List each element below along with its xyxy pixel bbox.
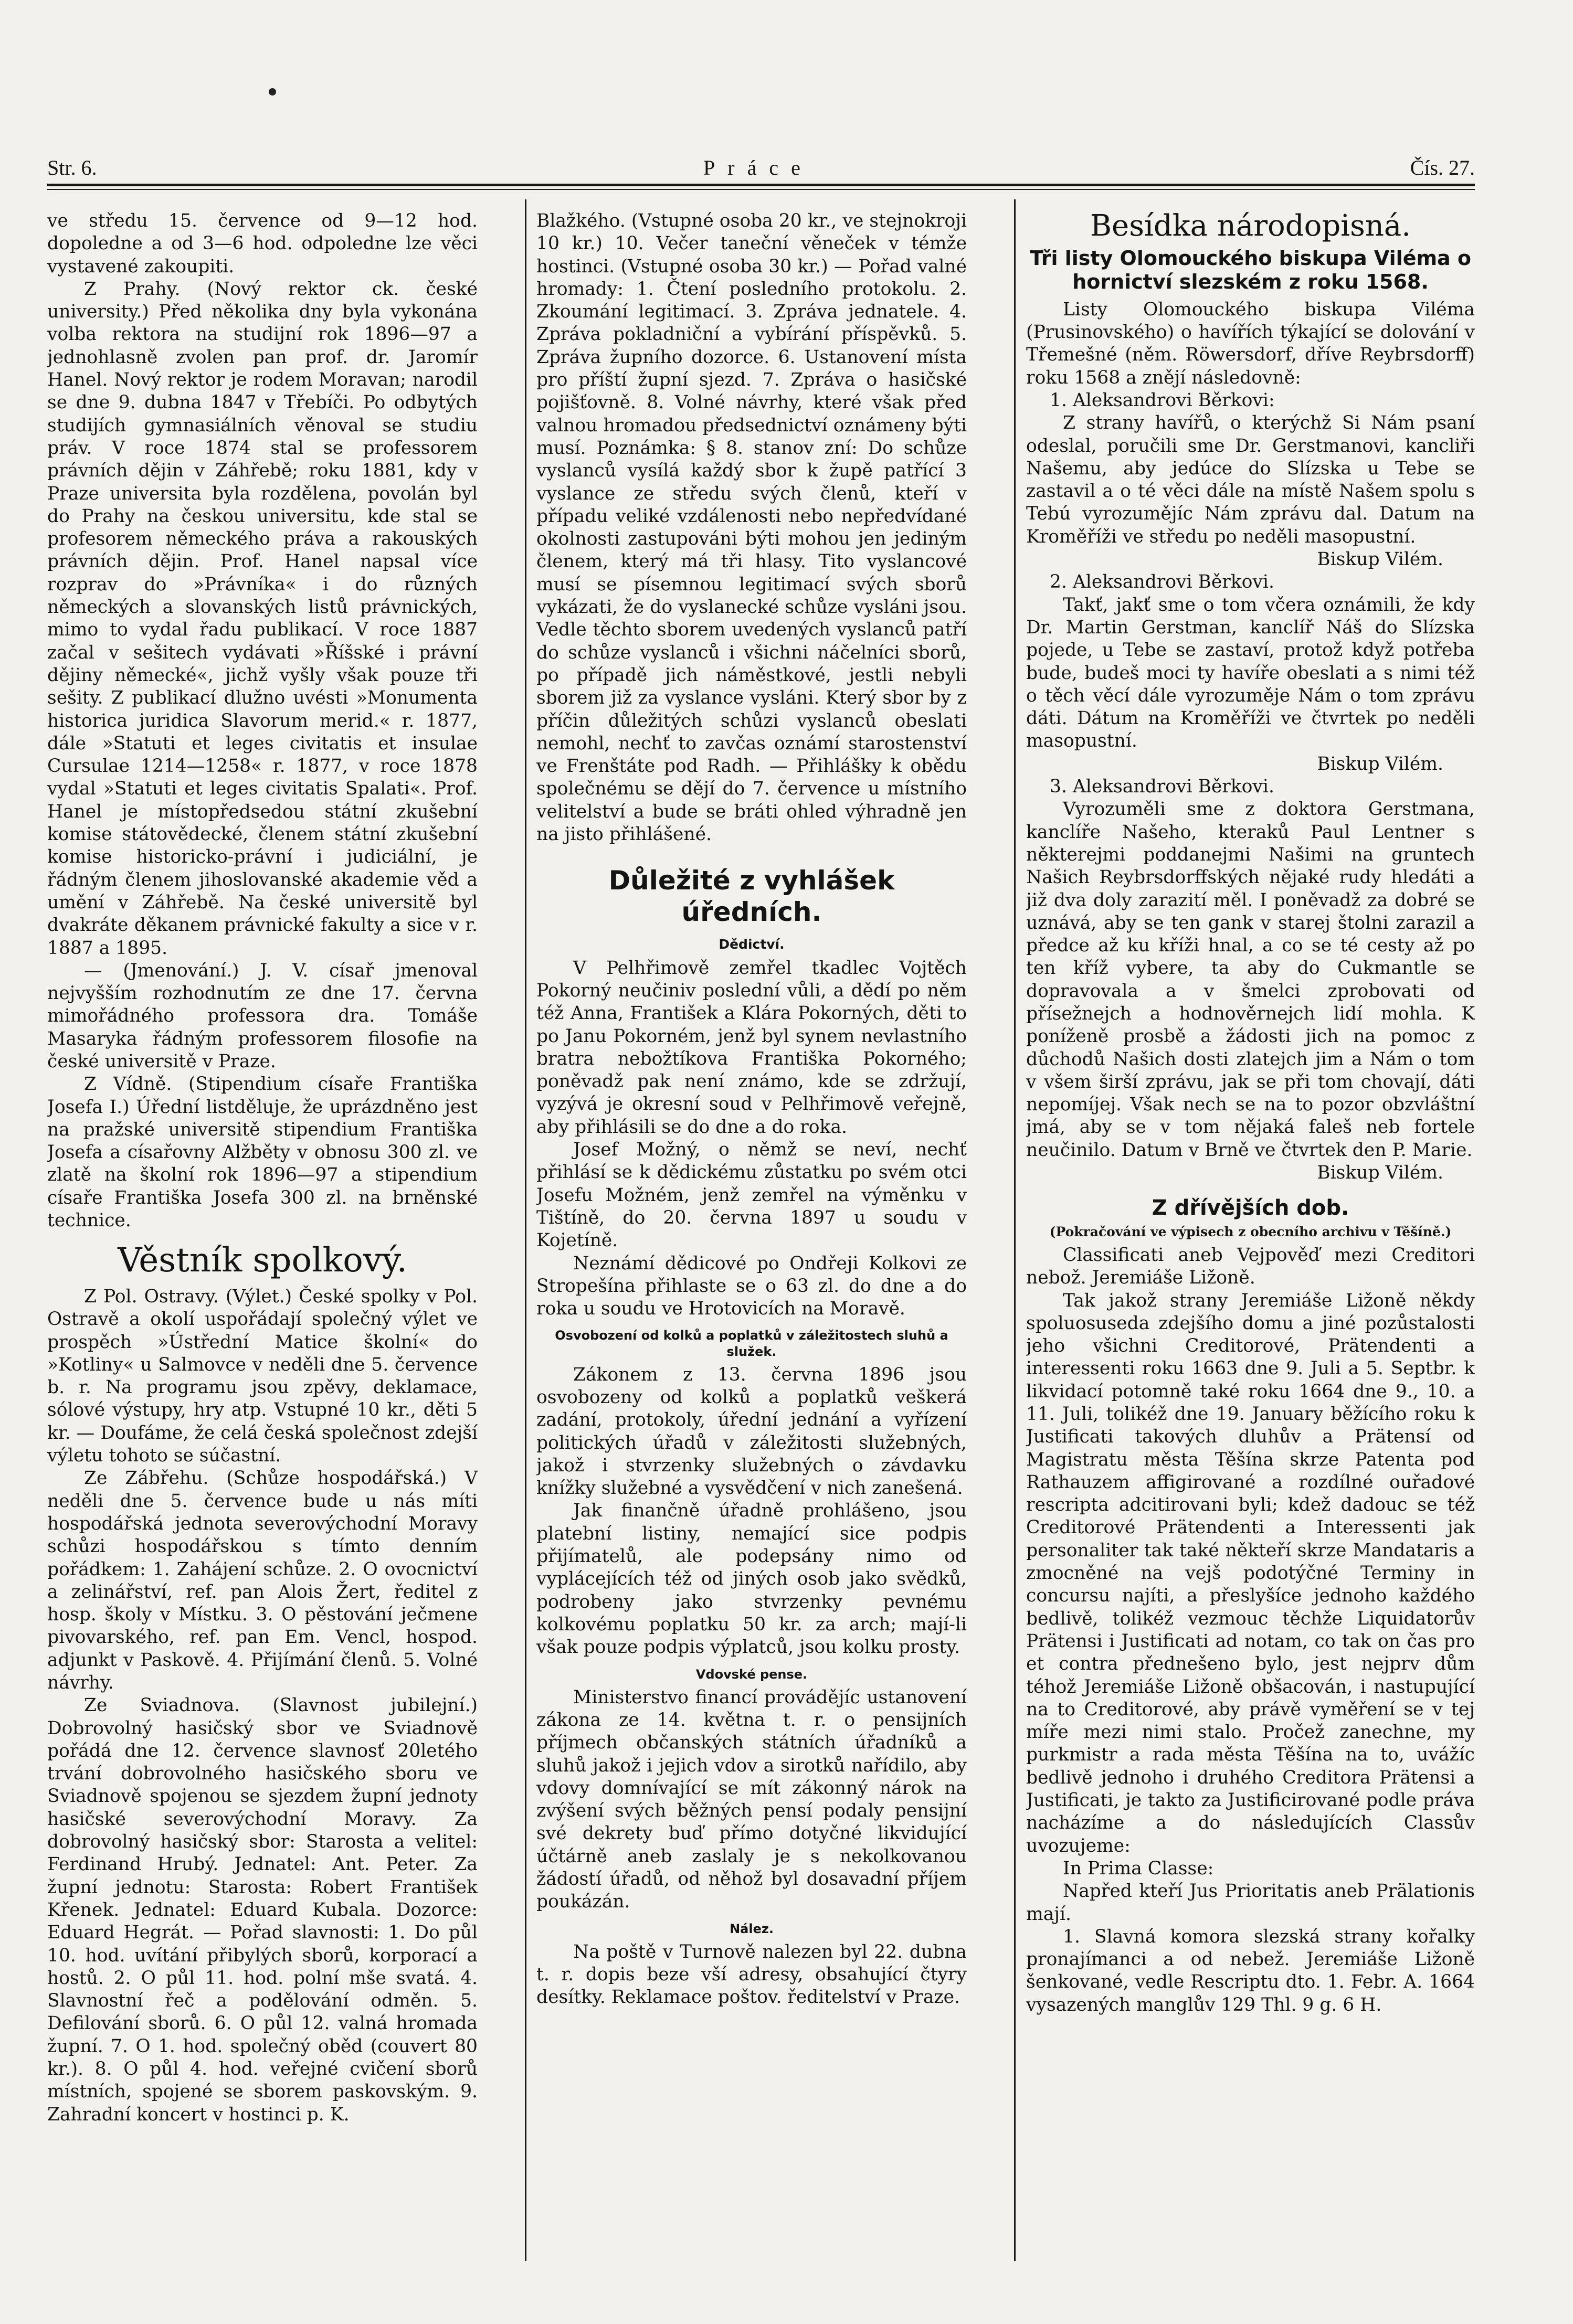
paragraph: Neznámí dědicové po Ondřeji Kolkovi ze Stropešína přihlaste se o 63 zl. do dne a do roka u soudu ve Hrotovicích na Moravě. xyxy=(536,1253,967,1320)
paragraph: Ministerstvo financí provádějíc ustanovení zákona ze 14. května t. r. o pensijních příjmech občanských státních úřadníků a sluhů jakož i jejich vdov a sirotků nařídilo, aby vdovy domnívající se mít zákonný nárok na zvýšení svých běžných pensí podaly pensijní své dekrety buď přímo dotyčné likvidující účtárně aneb zaslaly je s nekolkovanou žádostí úřadů, od něhož byl dosavadní příjem poukázán. xyxy=(536,1686,967,1913)
paragraph: Z strany havířů, o kterýchž Si Nám psaní odeslal, poručili sme Dr. Gerstmanovi, kancliři Našemu, aby jedúce do Slízska u Tebe se zastavil a o té věci dále na místě Našem spolu s Tebú vyrozumějíc Nám zprávu dal. Datum na Kroměříži ve středu po neděli masopustní. xyxy=(1026,412,1475,547)
news-sviadnov: Ze Sviadnova. (Slavnost jubilejní.) Dobrovolný hasičský sbor ve Sviadnově pořádá dne 12. července slavnosť 20letého trvání dobrovolného hasičského sboru ve Sviadnově spojenou se sjezdem župní jednoty hasičské severovýchodní Moravy. Za dobrovolný hasičský sbor: Starosta a velitel: Ferdinand Hrubý. Jednatel: Ant. Peter. Za župní jednotu: Starosta: Robert František Křenek. Jednatel: Eduard Kubala. Dozorce: Eduard Hegrát. — Pořad slavnosti: 1. Do půl 10. hod. uvítání přibylých sborů, korporací a hostů. 2. O půl 11. hod. polní mše svatá. 4. Slavnostní řeč a podělování odměn. 5. Defilování sborů. 6. O půl 12. valná hromada župní. 7. O 1. hod. společný oběd (couvert 80 kr.). 8. O půl 4. hod. veřejné cvičení sborů místních, spojené se sborem paskovským. 9. Zahradní koncert v hostinci p. K. xyxy=(47,1695,478,2125)
news-zabreh: Ze Zábřehu. (Schůze hospodářská.) V neděli dne 5. července bude u nás míti hospodářská jednota severovýchodní Moravy schůzi hospodářskou s tímto denním pořádkem: 1. Zahájení schůze. 2. O ovocnictví a zelinářství, ref. pan Alois Žert, ředitel z hosp. školy v Místku. 3. O pěstování ječmene pivovarského, ref. pan Em. Vencl, hospod. adjunkt v Paskově. 4. Přijímání členů. 5. Volné návrhy. xyxy=(47,1468,478,1693)
paragraph: Classificati aneb Vejpověď mezi Creditori nebož. Jeremiáše Ližoně. xyxy=(1026,1244,1475,1289)
column-divider-2 xyxy=(1014,199,1016,2261)
subheading-dedictvi: Dědictví. xyxy=(719,937,785,952)
header-rule xyxy=(47,184,1475,186)
paragraph: V Pelhřimově zemřel tkadlec Vojtěch Pokorný neučiniv poslední vůli, a dědí po něm též Anna, František a Klára Pokorných, děti to po Janu Pokorném, jenž byl synem nevlastního bratra nebožtíkova Františka Pokorného; poněvadž pak není známo, kde se zdržují, vyzývá je okresní soud v Pelhřimově veřejně, aby přihlásili se do dne a do roka. xyxy=(536,957,967,1138)
column-divider-1 xyxy=(525,199,526,2261)
news-prague-rector: Z Prahy. (Nový rektor ck. české university.) Před několika dny byla vykonána volba rektora na studijní rok 1896—97 a jednohlasně zvolen pan prof. dr. Jaromír Hanel. Nový rektor je rodem Moravan; narodil se dne 9. dubna 1847 v Třebíči. Po odbytých studijích gymnasiálních věnoval se studiu práv. V roce 1874 stal se professorem právních dějin v Záhřebě; roku 1881, kdy v Praze universita byla rozdělena, povolán byl do Prahy na českou universitu, kde stal se profesorem německého práva a rakouských právních dějin. Prof. Hanel napsal více rozprav do »Právníka« i do různých německých a slovanských listů právnických, mimo to vydal řadu publikací. V roce 1887 začal v sešitech vydávati »Říšské i právní dějiny německé«, jichž vyšly však pouze tři sešity. Z publikací dlužno uvésti »Monumenta historica juridica Slavorum merid.« r. 1877, dále »Statuti et leges civitatis et insulae Cursulae 1214—1258« r. 1877, v roce 1878 vydal »Statuti et leges civitatis Spalati«. Prof. Hanel je místopředsedou státní zkušební komise státovědecké, členem státní zkušební komise historicko-právní i judiciální, je řádným členem jihoslovanské akademie věd a umění v Záhřebě. Na české universitě byl dvakráte děkanem právnické fakulty a sice v r. 1887 a 1895. xyxy=(47,278,478,959)
section-heading-besidka: Besídka národopisná. xyxy=(1090,210,1411,243)
continuation-note: (Pokračování ve výpisech z obecního archivu v Těšíně.) xyxy=(1049,1224,1452,1239)
letter-heading: 2. Aleksandrovi Běrkovi. xyxy=(1050,571,1274,593)
section-heading-drivejsi: Z dřívějších dob. xyxy=(1152,1196,1349,1221)
paragraph: Vyrozuměli sme z doktora Gerstmana, kanclíře Našeho, kteraků Paul Lentner s některejmi poddanejmi Našimi na gruntech Našich Reybrsdorffských nějaké rudy hledáti a již dva doly zarazití měl. I poněvadž za dobré se uznává, aby se ten gank v starej štolni zarazil a předce až ku kříži hnal, a co se té cesty až po ten kříž vybere, ta aby do Cukmantle se dopravovala a v šmelci zprobovati od přísežnejch a hodnověrnejch lidí mohla. K poníženě prosbě a žádosti jich na pomoc z důchodů Našich dosti zlatejch jim a Nám o tom v všem širší zprávu, jak se při tom chovají, dáti nepomíjej. Však nech se na to pozor obzvláštní jmá, aby se v tom nějaká faleš neb fortele neučinilo. Datum v Brně ve čtvrtek den P. Marie. xyxy=(1026,799,1475,1161)
letter-heading: 3. Aleksandrovi Běrkovi. xyxy=(1050,776,1274,798)
paragraph: Tak jakož strany Jeremiáše Ližoně někdy spoluosuseda zdejšího domu a jiné pozůstalosti jeho všichni Creditorové, Prätendenti a interessenti roku 1663 dne 9. Juli a 5. Septbr. k likvidací potomně také roku 1664 dne 9., 10. a 11. Juli, tolikéž dne 19. January běžícího roku k Justificati takových dluhův a Prätensí od Magistratu města Těšína skrze Patenta pod Rathauzem affigirované a rozdílné ouřadové rescripta adcitirovani byli; kdež dadouc se též Creditorové Prätendenti a Interessenti jak personaliter tak také někteří skrze Mandataris a zmocněné na vejš podotýčné Terminy in concursu najíti, a přeslyšíce jednoho každého bedlivě, tolikéž vezmouc těchže Liquidatorův Prätensi i Justificati ad notam, co tak on čas pro et contra přednešeno bylo, jest nejprv dům téhož Jeremiáše Ližoně obšacován, i nastupující na to Creditorové, aby právě vyměření se v tej míře mezi nimi stalo. Pročež zanechne, my purkmistr a rada města Těšína na to, uvážíc bedlivě jednoho i druhého Creditora Prätensi a Justificati, je takto za Justificirované podle práva nacházíme a do následujících Classův uvozujeme: xyxy=(1026,1290,1475,1856)
article-title-listy: Tři listy Olomouckého biskupa Viléma o hornictví slezském z roku 1568. xyxy=(1029,246,1472,294)
paragraph: Josef Možný, o němž se neví, nechť přihlásí se k dědickému zůstatku po svém otci Josefu Možném, jenž zemřel na výměnku v Tištíně, do 20. června 1897 u soudu v Kojetíně. xyxy=(536,1139,967,1251)
paragraph: Listy Olomouckého biskupa Viléma (Prusinovského) o havířích týkající se dolování v Třemešné (něm. Röwersdorf, dříve Reybrsdorff) roku 1568 a znějí následovně: xyxy=(1026,299,1475,388)
signature: Biskup Vilém. xyxy=(1317,1162,1443,1184)
paragraph: Napřed kteří Jus Prioritatis aneb Prälationis mají. xyxy=(1026,1881,1475,1925)
subheading-osvobozeni: Osvobození od kolků a poplatků v záležitostech sluhů a služek. xyxy=(555,1328,948,1359)
paragraph: Na poště v Turnově nalezen byl 22. dubna t. r. dopis beze vší adresy, obsahující čtyry desítky. Reklamace poštov. ředitelství v Praze. xyxy=(536,1941,967,2008)
news-vienna-stipend: Z Vídně. (Stipendium císaře Františka Josefa I.) Úřední listděluje, že uprázdněno jest na pražské universitě stipendium Františka Josefa a císařovny Alžběty v obnosu 300 zl. ve zlatě na školní rok 1896—97 a stipendium císaře Františka Josefa 300 zl. na brněnské technice. xyxy=(47,1074,478,1232)
paragraph: Blažkého. (Vstupné osoba 20 kr., ve stejnokroji 10 kr.) 10. Večer taneční věneček v témže hostinci. (Vstupné osoba 30 kr.) — Pořad valné hromady: 1. Čtení posledního protokolu. 2. Zkoumání legitimací. 3. Zpráva jednatele. 4. Zpráva pokladniční a vybírání příspěvků. 5. Zpráva župního dozorce. 6. Ustanovení místa pro příští župní sjezd. 7. Zpráva o hasičské pojišťovně. 8. Volné návrhy, které však před valnou hromadou předsednictví oznámeny býti musí. Poznámka: § 8. stanov zní: Do schůze vyslanců vysílá každý sbor k župě patřící 3 vyslance ze středu svých členů, kteří v případu veliké vzdálenosti nebo nepředvídané okolnosti zastupováni býti mohou jen jediným členem, který má tři hlasy. Tito vyslancové musí se písemnou legitimací svých sborů vykázati, že do vyslanecké schůze vysláni jsou. Vedle těchto sborem uvedených vyslanců patří do schůze vyslanců i všichni náčelníci sborů, po případě jich náměstkové, jestli nebyli sborem již za vyslance vysláni. Který sbor by z příčin důležitých schůzi vyslanců obeslati nemohl, nechť to zavčas oznámí starostenství ve Frenštáte pod Radh. — Přihlášky k obědu společnému se dějí do 7. července u místního velitelství a bude se bráti ohled výhradně jen na jisto přihlášené. xyxy=(536,210,967,845)
paragraph: 1. Slavná komora slezská strany kořalky pronajímanci a od nebež. Jeremiáše Ližoně šenkované, vedle Rescriptu dto. 1. Febr. A. 1664 vysazených manglův 129 Thl. 9 g. 6 H. xyxy=(1026,1926,1475,2015)
page-number: Str. 6. xyxy=(47,156,97,179)
issue-number: Čís. 27. xyxy=(1410,156,1475,179)
signature: Biskup Vilém. xyxy=(1317,549,1443,570)
newspaper-title: Práce xyxy=(703,156,813,179)
subheading-nalez: Nález. xyxy=(730,1921,774,1936)
paragraph: In Prima Classe: xyxy=(1063,1858,1214,1879)
signature: Biskup Vilém. xyxy=(1317,753,1443,774)
paragraph: Takť, jakť sme o tom včera oznámili, že kdy Dr. Martin Gerstman, kanclíř Náš do Slízska pojede, u Tebe se zastaví, protož když potřeba bude, budeš moci ty havíře obeslati a s nimi též o těch věcí dále vyrozuměje Nám o tom zprávu dáti. Dátum na Kroměříži ve čtvrtek po neděli masopustní. xyxy=(1026,594,1475,752)
paragraph: ve středu 15. července od 9—12 hod. dopoledne a od 3—6 hod. odpoledne lze věci vystavené zakoupiti. xyxy=(47,210,478,277)
ink-spot xyxy=(269,88,276,95)
header-rule-thin xyxy=(47,189,1475,190)
column-1 xyxy=(47,210,478,2266)
paragraph: Zákonem z 13. června 1896 jsou osvobozeny od kolků a poplatků veškerá zadání, protokoly, úřední jednání a vyřízení politických úřadů v záležitosti služebných, jakož i stvrzenky služebných o závdavku knížky služebné a vysvědčení v nich zanešená. xyxy=(536,1364,967,1499)
news-ostrava: Z Pol. Ostravy. (Výlet.) České spolky v Pol. Ostravě a okolí uspořádají společný výlet ve prospěch »Ústřední Matice školní« do »Kotliny« u Salmovce v neděli dne 5. července b. r. Na programu jsou zpěvy, deklamace, sólové výstupy, hry atp. Vstupné 10 kr., děti 5 kr. — Doufáme, že celá česká společnost zdejší výletu tohoto se súčastní. xyxy=(47,1286,478,1467)
letter-heading: 1. Aleksandrovi Běrkovi: xyxy=(1050,389,1275,411)
column-3 xyxy=(1026,210,1475,2266)
section-heading-vyhlasky: Důležité z vyhlášek úředních. xyxy=(608,865,895,928)
section-heading-vestnik: Věstník spolkový. xyxy=(118,1241,407,1280)
column-2 xyxy=(536,210,967,2266)
subheading-pense: Vdovské pense. xyxy=(695,1667,808,1682)
paragraph: Jak finančně úřadně prohlášeno, jsou platební listiny, nemající sice podpis přijímatelů, ale podepsány nimo od vyplácejících též od jiných osob jako svědků, podrobeny jako stvrzenky pevnému kolkovému poplatku 50 kr. za arch; mají-li však pouze podpis výplatců, jsou kolku prosty. xyxy=(536,1500,967,1658)
news-appointment: — (Jmenování.) J. V. císař jmenoval nejvyšším rozhodnutím ze dne 17. června mimořádného professora dra. Tomáše Masaryka řádným professorem filosofie na české universitě v Praze. xyxy=(47,960,478,1072)
